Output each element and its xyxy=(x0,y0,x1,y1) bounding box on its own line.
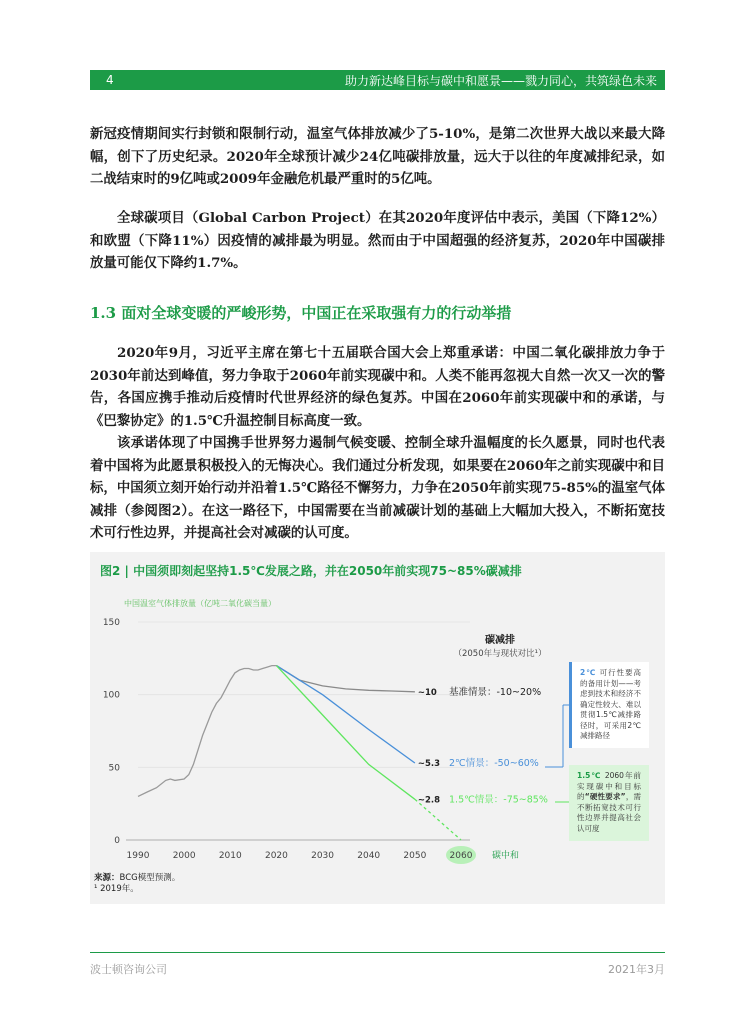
chart-axes xyxy=(126,622,476,864)
series-line xyxy=(415,799,461,840)
section-paragraph-1: 2020年9月，习近平主席在第七十五届联合国大会上郑重承诺：中国二氧化碳排放力争于2030年前达到峰值，努力争取于2060年前实现碳中和。人类不能再忽视大自然一次又一次的警告，各国应携手推动后疫情时代世界经济的绿色复苏。中国在2060年前实现碳中和的承诺，与《巴黎协定》的1.5℃升温控制目标高度一致。 xyxy=(90,345,665,429)
series-end-label: ~2.8 xyxy=(417,795,441,806)
carbon-neutral-label: 碳中和 xyxy=(492,851,520,861)
section-paragraph-2: 该承诺体现了中国携手世界努力遏制气候变暖、控制全球升温幅度的长久愿景，同时也代表着中国将为此愿景积极投入的无悔决心。我们通过分析发现，如果要在2060年之前实现碳中和目标，中国须立刻开始行动并沿着1.5℃路径不懈努力，力争在2050年前实现75-85%的温室气体减排（参阅图2）。在这一路径下，中国需要在当前减碳计划的基础上大幅加大投入，不断拓宽技术可行性边界，并提高社会对减碳的认可度。 xyxy=(90,435,665,541)
y-axis-title: 中国温室气体排放量（亿吨二氧化碳当量） xyxy=(124,599,276,608)
historical-emissions-line xyxy=(138,666,276,797)
footer-date: 2021年3月 xyxy=(608,963,665,976)
x-tick-label: 2030 xyxy=(311,851,335,861)
source-label: 来源： xyxy=(94,873,120,883)
y-tick-label: 50 xyxy=(108,763,120,774)
series-name-label: 2℃情景：-50~60% xyxy=(449,757,539,769)
callout-15c-text2: ，需不断拓宽技术可行性边界并提高社会认可度 xyxy=(577,792,642,833)
header-title: 助力新达峰目标与碳中和愿景——戮力同心，共筑绿色未来 xyxy=(344,73,657,88)
callout-15c-text1: 2060年前实现碳中和目标的 xyxy=(577,771,642,801)
figure-source xyxy=(94,873,180,895)
legend-subtitle: （2050年与现状对比¹） xyxy=(453,649,547,659)
callout-2c-text: 可行性要高的备用计划——考虑到技术和经济不确定性较大、难以贯彻1.5℃减排路径时，可采用2℃减排路径 xyxy=(580,668,641,740)
chart-labels xyxy=(103,598,548,861)
series-end-label: ~5.3 xyxy=(417,758,441,769)
series-line xyxy=(276,666,415,800)
legend-title: 碳减排 xyxy=(485,635,515,646)
series-name-label: 基准情景：-10~20% xyxy=(449,686,542,698)
callout-15c-lead: 1.5℃ xyxy=(577,771,602,780)
x-tick-label: 1990 xyxy=(126,851,150,861)
x-tick-label: 2050 xyxy=(403,851,427,861)
series-end-label: ~10 xyxy=(417,687,437,698)
callout-2c-lead: 2℃ xyxy=(580,668,597,677)
paragraph-1: 新冠疫情期间实行封锁和限制行动，温室气体排放减少了5-10%，是第二次世界大战以来最大降幅，创下了历史纪录。2020年全球预计减少24亿吨碳排放量，远大于以往的年度减排纪录，如二战结束时的9亿吨或2009年金融危机最严重时的5亿吨。 xyxy=(90,126,665,187)
series-name-label: 1.5℃情景：-75~85% xyxy=(449,794,548,806)
figure-title: 图2 | 中国须即刻起坚持1.5℃发展之路，并在2050年前实现75~85%碳减排 xyxy=(100,564,522,578)
callout-15c-bold: “硬性要求” xyxy=(584,792,626,801)
series-line xyxy=(276,666,415,763)
callout-15c xyxy=(569,765,649,841)
y-tick-label: 150 xyxy=(102,618,120,628)
page-number: 4 xyxy=(106,73,114,87)
section-title: 1.3 面对全球变暖的严峻形势，中国正在采取强有力的行动举措 xyxy=(90,304,512,322)
paragraph-2: 全球碳项目（Global Carbon Project）在其2020年度评估中表示，美国（下降12%）和欧盟（下降11%）因疫情的减排最为明显。然而由于中国超强的经济复苏，2020年中国碳排放量可能仅下降约1.7%。 xyxy=(90,210,665,271)
source-text: BCG模型预测。 xyxy=(119,873,181,883)
x-tick-label: 2010 xyxy=(218,851,242,861)
y-tick-label: 0 xyxy=(114,836,120,846)
x-tick-label: 2040 xyxy=(357,851,381,861)
x-tick-label: 2020 xyxy=(264,851,288,861)
x-tick-label: 2060 xyxy=(449,851,473,861)
footnote: ¹ 2019年。 xyxy=(94,884,139,894)
x-tick-label: 2000 xyxy=(172,851,196,861)
footer-company: 波士顿咨询公司 xyxy=(90,963,167,976)
footer-divider xyxy=(90,952,665,953)
y-tick-label: 100 xyxy=(102,690,120,701)
callout-2c xyxy=(569,662,649,748)
